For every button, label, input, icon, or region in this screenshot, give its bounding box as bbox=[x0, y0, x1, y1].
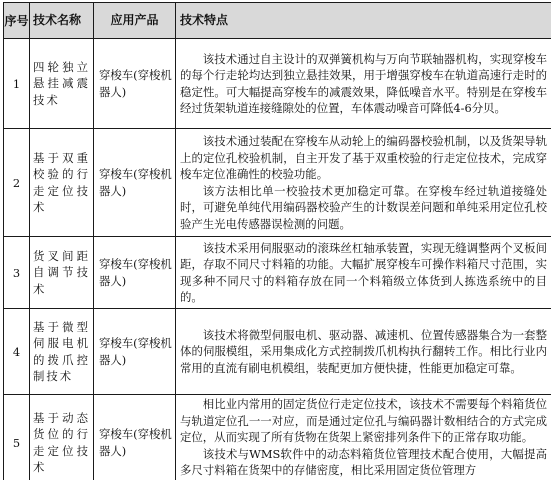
row-tech-name: 基于动态货位的行走定位技术 bbox=[30, 395, 94, 481]
feature-paragraph: 该技术通过自主设计的双弹簧机构与万向节联轴器机构，实现穿梭车的每个行走轮均达到独立悬挂效果，用于增强穿梭车在轨道高速行走时的稳定性。可大幅提高穿梭车的减震效果，降低噪音水平。特别是在穿梭车经过货架轨道连接缝隙处的位置，车体震动噪音可降低4-6分贝。 bbox=[180, 51, 547, 115]
row-features bbox=[176, 395, 552, 481]
row-tech-name: 基于微型伺服电机的拨爪控制技术 bbox=[30, 309, 94, 395]
feature-paragraph: 该技术通过装配在穿梭车从动轮上的编码器校验机制，以及货架导轨上的定位孔校验机制，自主开发了基于双重校验的行走定位技术，完成穿梭车定位准确性的校验功能。 bbox=[180, 134, 547, 181]
header-features: 技术特点 bbox=[176, 3, 552, 39]
feature-paragraph: 该方法相比单一校验技术更加稳定可靠。在穿梭车经过轨道接缝处时，可避免单纯代用编码器校验产生的计数误差问题和单纯采用定位孔校验产生光电传感器误检测的问题。 bbox=[180, 183, 547, 231]
row-no: 5 bbox=[4, 395, 30, 481]
feature-paragraph: 该技术与WMS软件中的动态料箱货位管理技术配合使用，大幅提高多尺寸料箱在货架中的存储密度，相比采用固定货位管理方 bbox=[180, 446, 547, 477]
row-product: 穿梭车(穿梭机器人) bbox=[94, 129, 176, 237]
row-features bbox=[176, 237, 552, 309]
table-row bbox=[4, 39, 552, 129]
row-features bbox=[176, 129, 552, 237]
row-no: 1 bbox=[4, 39, 30, 129]
table-row bbox=[4, 129, 552, 237]
row-no: 3 bbox=[4, 237, 30, 309]
table-row bbox=[4, 309, 552, 395]
row-tech-name: 四轮独立悬挂减震技术 bbox=[30, 39, 94, 129]
row-features bbox=[176, 309, 552, 395]
table-row bbox=[4, 395, 552, 481]
row-product: 穿梭车(穿梭机器人) bbox=[94, 395, 176, 481]
row-product: 穿梭车(穿梭机器人) bbox=[94, 39, 176, 129]
table-row bbox=[4, 237, 552, 309]
row-product: 穿梭车(穿梭机器人) bbox=[94, 237, 176, 309]
table-header-row bbox=[4, 3, 552, 39]
row-features bbox=[176, 39, 552, 129]
feature-paragraph: 该技术将微型伺服电机、驱动器、减速机、位置传感器集合为一套整体的伺服模组，采用集成化方式控制拨爪机构执行翻转工作。相比行业内常用的直流有刷电机模组，装配更加方便快捷，性能更加稳定可靠。 bbox=[180, 327, 547, 375]
feature-paragraph: 相比业内常用的固定货位行走定位技术，该技术不需要每个料箱货位与轨道定位孔一一对应，而是通过定位孔与编码器计数相结合的方式完成定位，从而实现了所有货物在货架上紧密排列条件下的正常存取功能。 bbox=[180, 397, 547, 444]
header-name: 技术名称 bbox=[30, 3, 94, 39]
row-tech-name: 基于双重校验的行走定位技术 bbox=[30, 129, 94, 237]
technology-table bbox=[3, 2, 551, 480]
row-product: 穿梭车(穿梭机器人) bbox=[94, 309, 176, 395]
tech-table-container bbox=[3, 2, 551, 480]
row-no: 2 bbox=[4, 129, 30, 237]
row-no: 4 bbox=[4, 309, 30, 395]
row-tech-name: 货叉间距自调节技术 bbox=[30, 237, 94, 309]
header-no: 序号 bbox=[4, 3, 30, 39]
feature-paragraph: 该技术采用伺服驱动的滚珠丝杠轴承装置，实现无缝调整两个叉板间距，存取不同尺寸料箱的功能。大幅扩展穿梭车可操作料箱尺寸范围，实现多种不同尺寸的料箱存放在同一个料箱级立体货到人拣选系统中的目的。 bbox=[180, 240, 547, 304]
header-product: 应用产品 bbox=[94, 3, 176, 39]
